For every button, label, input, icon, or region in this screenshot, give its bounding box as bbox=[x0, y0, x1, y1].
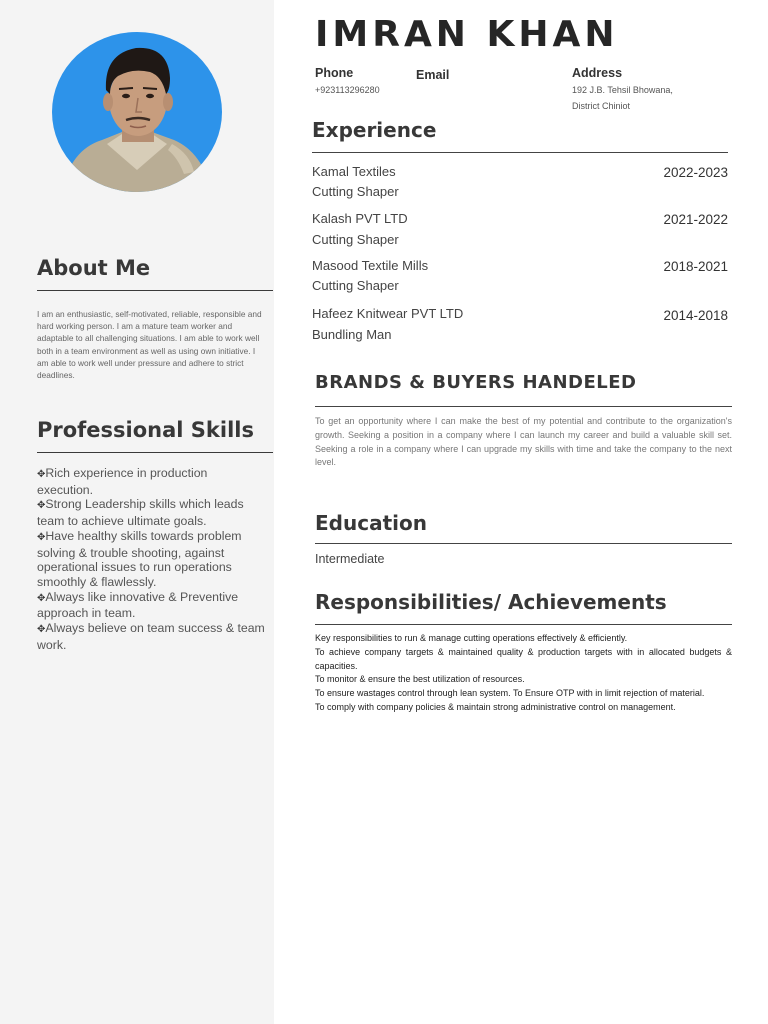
education-value: Intermediate bbox=[315, 552, 385, 566]
skill-item: ✥Rich experience in production execution. bbox=[37, 466, 208, 497]
candidate-name: IMRAN KHAN bbox=[315, 14, 619, 55]
experience-company: Hafeez Knitwear PVT LTD bbox=[312, 306, 464, 321]
experience-company: Masood Textile Mills bbox=[312, 258, 429, 273]
experience-role: Cutting Shaper bbox=[312, 232, 399, 247]
experience-role: Cutting Shaper bbox=[312, 184, 399, 199]
four-diamond-bullet-icon: ✥ bbox=[37, 531, 46, 543]
responsibilities-divider bbox=[315, 624, 732, 625]
responsibility-item: To achieve company targets & maintained quality & production targets with in allocated budgets & capacities. bbox=[315, 646, 732, 671]
four-diamond-bullet-icon: ✥ bbox=[37, 592, 46, 604]
skill-item: ✥Have healthy skills towards problem solving & trouble shooting, against operational issues to run operations smoothly & flawlessly. bbox=[37, 528, 242, 589]
skills-heading: Professional Skills bbox=[37, 418, 254, 442]
skill-item: ✥Always like innovative & Preventive approach in team. bbox=[37, 589, 239, 621]
phone-value: +923113296280 bbox=[315, 85, 380, 95]
responsibility-item: To ensure wastages control through lean system. To Ensure OTP with in limit rejection of material. bbox=[315, 688, 705, 699]
responsibilities-heading: Responsibilities/ Achievements bbox=[315, 590, 667, 614]
experience-years: 2014-2018 bbox=[663, 308, 728, 323]
education-divider bbox=[315, 543, 732, 544]
brands-text: To get an opportunity where I can make the best of my potential and contribute to the organization's growth. Seeking a position in a company where I can launch my career and build a valuable skill set. Seeking a role in a company where I can upgrade my skills with time and take the company to the next level. bbox=[315, 416, 732, 468]
experience-role: Bundling Man bbox=[312, 327, 392, 342]
responsibility-item: Key responsibilities to run & manage cutting operations effectively & efficiently. bbox=[315, 633, 628, 643]
about-text: I am an enthusiastic, self-motivated, reliable, responsible and hard working person. I am a mature team worker and adaptable to all challenging situations. I am able to work well both in a team environment as well as using own initiative. I am able to work well under pressure and adhere to strict deadlines. bbox=[37, 309, 262, 381]
four-diamond-bullet-icon: ✥ bbox=[37, 469, 46, 480]
address-line-1: 192 J.B. Tehsil Bhowana, bbox=[572, 85, 673, 95]
experience-heading: Experience bbox=[312, 118, 437, 142]
about-heading: About Me bbox=[37, 256, 151, 280]
four-diamond-bullet-icon: ✥ bbox=[37, 500, 46, 512]
responsibility-item: To comply with company policies & maintain strong administrative control on management. bbox=[315, 701, 676, 712]
phone-label: Phone bbox=[315, 66, 354, 80]
four-diamond-bullet-icon: ✥ bbox=[37, 624, 46, 636]
experience-years: 2021-2022 bbox=[663, 212, 728, 227]
responsibilities-list bbox=[315, 632, 732, 715]
skill-item: ✥Strong Leadership skills which leads team to achieve ultimate goals. bbox=[37, 497, 244, 529]
experience-years: 2022-2023 bbox=[663, 165, 728, 180]
address-label: Address bbox=[572, 66, 623, 80]
skill-item: ✥Always believe on team success & team work. bbox=[37, 621, 265, 652]
brands-divider bbox=[315, 406, 732, 407]
education-heading: Education bbox=[315, 511, 427, 535]
experience-role: Cutting Shaper bbox=[312, 278, 399, 293]
experience-company: Kamal Textiles bbox=[312, 164, 396, 179]
email-label: Email bbox=[416, 68, 450, 82]
address-line-2: District Chiniot bbox=[572, 101, 631, 111]
brands-heading: BRANDS & BUYERS HANDELED bbox=[315, 372, 637, 393]
experience-company: Kalash PVT LTD bbox=[312, 211, 408, 226]
experience-years: 2018-2021 bbox=[663, 259, 728, 274]
experience-divider bbox=[312, 152, 728, 153]
responsibility-item: To monitor & ensure the best utilization of resources. bbox=[315, 674, 525, 685]
